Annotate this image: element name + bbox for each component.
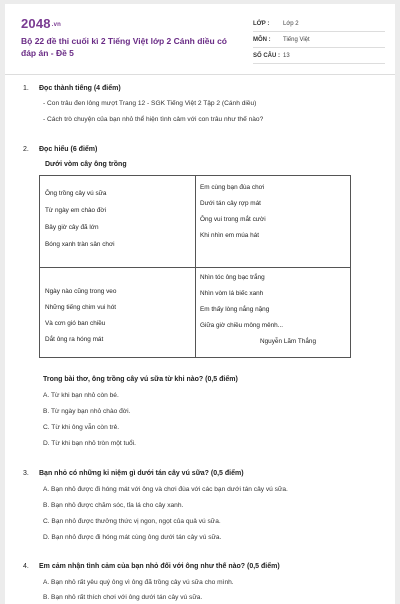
- meta-key: SỐ CÂU :: [253, 52, 280, 59]
- meta-key: MÔN :: [253, 36, 271, 43]
- poem-title: Dưới vòm cây ông trồng: [45, 161, 127, 168]
- poem-line: Em cùng bạn đùa chơi: [200, 184, 265, 191]
- meta-value: Lớp 2: [283, 20, 299, 27]
- poem-line: Từ ngày em chào đời: [45, 207, 107, 214]
- header-divider: [5, 74, 395, 75]
- meta-row-subject: [253, 32, 385, 48]
- document-page: [5, 4, 395, 604]
- question-number: 4.: [23, 563, 29, 570]
- answer-option[interactable]: C. Từ khi ông vẫn còn trẻ.: [43, 424, 120, 431]
- poem-line: Bóng xanh tràn sân chơi: [45, 241, 115, 248]
- logo-suffix: .vn: [51, 22, 62, 28]
- question-number: 1.: [23, 85, 29, 92]
- poem-line: Giữa giờ chiều mông mênh...: [200, 322, 284, 329]
- poem-line: Và cơn gió ban chiều: [45, 320, 106, 327]
- logo-text: 2048: [21, 16, 51, 31]
- question-title: Bạn nhỏ có những kỉ niệm gì dưới tán cây vú sữa? (0,5 điểm): [39, 470, 244, 477]
- question-number: 2.: [23, 146, 29, 153]
- meta-table: [253, 16, 385, 64]
- poem-line: Em thấy lòng nắng nặng: [200, 306, 270, 313]
- site-logo[interactable]: [21, 16, 61, 31]
- document-title: Bộ 22 đề thi cuối kì 2 Tiếng Việt lớp 2 Cánh diều có đáp án - Đề 5: [21, 36, 227, 58]
- poem-line: Những tiếng chim vui hót: [45, 304, 117, 311]
- answer-option[interactable]: B. Bạn nhỏ được chăm sóc, tỉa lá cho cây xanh.: [43, 502, 184, 509]
- answer-option[interactable]: C. Bạn nhỏ được thưởng thức vị ngon, ngọt của quả vú sữa.: [43, 518, 221, 525]
- meta-value: Tiếng Việt: [283, 36, 310, 43]
- answer-option[interactable]: D. Từ khi bạn nhỏ tròn một tuổi.: [43, 440, 136, 447]
- answer-option[interactable]: B. Bạn nhỏ rất thích chơi với ông dưới tán cây vú sữa.: [43, 594, 203, 601]
- answer-option[interactable]: A. Bạn nhỏ rất yêu quý ông vì ông đã trồng cây vú sữa cho mình.: [43, 579, 234, 586]
- answer-option[interactable]: A. Từ khi bạn nhỏ còn bé.: [43, 392, 119, 399]
- poem-table: [39, 175, 351, 358]
- answer-option[interactable]: D. Bạn nhỏ được đi hóng mát cùng ông dưới tán cây vú sữa.: [43, 534, 222, 541]
- question-title: Đọc hiểu (6 điểm): [39, 146, 98, 153]
- poem-line: Dắt ông ra hóng mát: [45, 336, 104, 343]
- poem-divider-horizontal: [40, 267, 350, 268]
- q2-question: Trong bài thơ, ông trồng cây vú sữa từ khi nào? (0,5 điểm): [43, 376, 238, 383]
- meta-row-class: [253, 16, 385, 32]
- meta-row-count: [253, 48, 385, 64]
- answer-option[interactable]: A. Bạn nhỏ được đi hóng mát với ông và chơi đùa với các bạn dưới tán cây vú sữa.: [43, 486, 288, 493]
- poem-line: Nhìn tóc ông bạc trắng: [200, 274, 265, 281]
- poem-author: Nguyễn Lãm Thắng: [260, 338, 317, 345]
- question-title: Đọc thành tiếng (4 điểm): [39, 85, 121, 92]
- answer-option[interactable]: B. Từ ngày bạn nhỏ chào đời.: [43, 408, 131, 415]
- poem-line: Khi nhìn em múa hát: [200, 232, 259, 239]
- poem-line: Ông vui trong mắt cười: [200, 216, 266, 223]
- poem-line: Ngày nào cũng trong veo: [45, 288, 117, 295]
- poem-line: Nhìn vòm lá biếc xanh: [200, 290, 264, 297]
- q1-line: - Cách trò chuyện của bạn nhỏ thể hiện tình cảm với con trâu như thế nào?: [43, 116, 264, 123]
- question-title: Em cảm nhận tình cảm của bạn nhỏ đối với ông như thế nào? (0,5 điểm): [39, 563, 280, 570]
- meta-value: 13: [283, 52, 290, 59]
- poem-line: Ông trồng cây vú sữa: [45, 190, 107, 197]
- q1-line: - Con trâu đen lông mượt Trang 12 - SGK Tiếng Việt 2 Tập 2 (Cánh diều): [43, 100, 257, 107]
- poem-line: Bây giờ cây đã lớn: [45, 224, 99, 231]
- poem-line: Dưới tán cây rợp mát: [200, 200, 261, 207]
- question-number: 3.: [23, 470, 29, 477]
- meta-key: LỚP :: [253, 20, 270, 27]
